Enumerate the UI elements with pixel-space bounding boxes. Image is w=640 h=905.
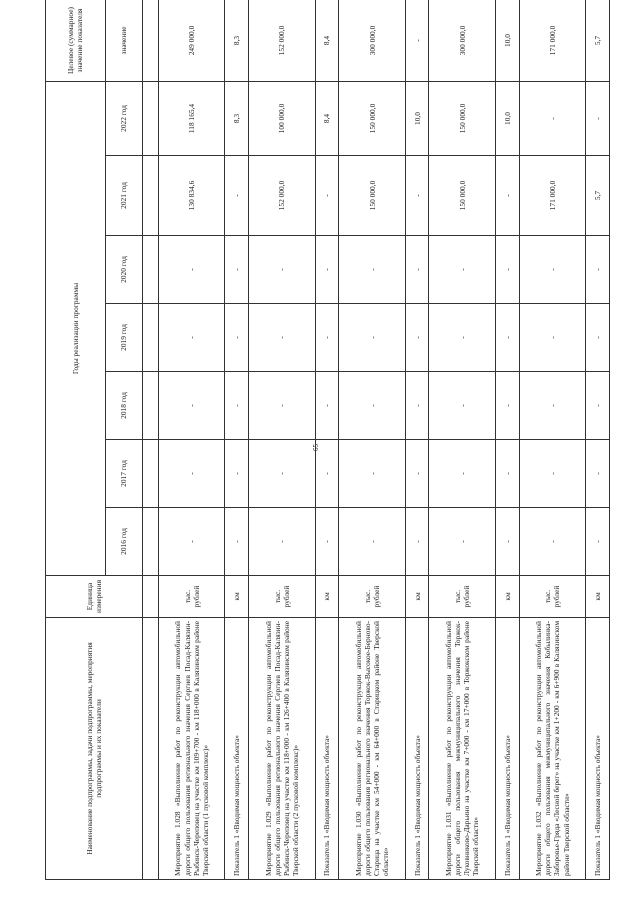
year-value: - [586, 440, 610, 508]
row-name: Показатель 1 «Вводимая мощность объекта» [496, 618, 520, 880]
year-value: - [339, 508, 406, 576]
row-name: Показатель 1 «Вводимая мощность объекта» [315, 618, 339, 880]
year-value: - [315, 372, 339, 440]
year-value: - [519, 304, 586, 372]
year-value: 150 000,0 [429, 82, 496, 156]
column-index [143, 82, 159, 156]
column-index [143, 156, 159, 236]
table-row [158, 0, 225, 880]
year-value: - [315, 304, 339, 372]
year-value: - [158, 236, 225, 304]
year-value: - [496, 440, 520, 508]
target-value: 8,3 [225, 0, 249, 82]
year-value: - [225, 372, 249, 440]
year-value: 150 000,0 [339, 156, 406, 236]
table-row [315, 0, 339, 880]
year-value: 100 000,0 [249, 82, 316, 156]
year-value: - [519, 508, 586, 576]
row-unit: тыс. рублей [519, 576, 586, 618]
year-value: - [586, 82, 610, 156]
year-value: - [158, 508, 225, 576]
target-value: 8,4 [315, 0, 339, 82]
column-index [143, 440, 159, 508]
table-row [405, 0, 429, 880]
year-value: - [225, 236, 249, 304]
year-value: - [315, 440, 339, 508]
year-value: - [496, 236, 520, 304]
target-value: 10,0 [496, 0, 520, 82]
year-value: 5,7 [586, 156, 610, 236]
row-name: Мероприятие 1.028 «Выполнение работ по реконструкции автомобильной дороги общего пользования регионального значения Сергиев Посад-Калязин-Рыбинск-Череповец на участке км 109+700 - км 118+000 в Калязинском районе Тверской области (1 пусковой комплекс)» [158, 618, 225, 880]
year-value: - [158, 440, 225, 508]
row-name: Мероприятие 1.031 «Выполнение работ по реконструкции автомобильной дороги общего пользования межмуниципального значения Торжок-Луковниково-Дарьино на участке км 7+000 - км 17+000 в Торжокском районе Тверской области» [429, 618, 496, 880]
column-index-row [143, 0, 159, 880]
row-name: Мероприятие 1.032 «Выполнение работ по реконструкции автомобильной дороги общего пользования межмуниципального значения Кобылинка-Заборовье-Гряда «Лесной берег» на участке км 1+200 - км 6+900 в Калязинском районе Тверской области» [519, 618, 586, 880]
year-value: 10,0 [405, 82, 429, 156]
year-value: - [519, 82, 586, 156]
row-unit: км [225, 576, 249, 618]
column-index [143, 0, 159, 82]
row-unit: км [496, 576, 520, 618]
row-unit: км [405, 576, 429, 618]
year-value: - [519, 440, 586, 508]
year-value: - [405, 304, 429, 372]
year-value: - [249, 508, 316, 576]
program-indicators-table [45, 0, 610, 880]
year-value: 10,0 [496, 82, 520, 156]
name-column-header: Наименование подпрограммы, задачи подпрограммы, мероприятия подпрограммы и их показатели [46, 618, 143, 880]
column-index [143, 372, 159, 440]
target-value: 300 000,0 [429, 0, 496, 82]
year-value: - [315, 236, 339, 304]
row-name: Мероприятие 1.029 «Выполнение работ по реконструкции автомобильной дороги общего пользования регионального значения Сергиев Посад-Калязин-Рыбинск-Череповец на участке км 118+000 - км 126+400 в Калязинском районе Тверской области (2 пусковой комплекс)» [249, 618, 316, 880]
year-value: - [429, 304, 496, 372]
year-value: - [339, 304, 406, 372]
year-value: 118 165,4 [158, 82, 225, 156]
year-value: 150 000,0 [429, 156, 496, 236]
target-value: 5,7 [586, 0, 610, 82]
target-group-header: Целевое (суммарное) значение показателя [46, 0, 106, 82]
year-value: - [339, 236, 406, 304]
rotated-table-wrapper [45, 7, 610, 880]
target-value: - [405, 0, 429, 82]
year-header: 2021 год [105, 156, 142, 236]
year-value: - [586, 304, 610, 372]
row-unit: тыс. рублей [249, 576, 316, 618]
year-value: - [405, 372, 429, 440]
year-value: - [405, 508, 429, 576]
year-value: - [158, 304, 225, 372]
year-value: - [158, 372, 225, 440]
target-value: 152 000,0 [249, 0, 316, 82]
year-value: - [339, 372, 406, 440]
row-name: Показатель 1 «Вводимая мощность объекта» [586, 618, 610, 880]
row-name: Мероприятие 1.030 «Выполнение работ по реконструкции автомобильной дороги общего пользования регионального значения Торжок-Высокое-Берново-Старица на участке км 54+000 - км 64+000 в Старицком районе Тверской области» [339, 618, 406, 880]
year-value: - [249, 372, 316, 440]
year-value: - [429, 440, 496, 508]
year-value: 171 000,0 [519, 156, 586, 236]
table-body [46, 0, 610, 880]
year-header: 2019 год [105, 304, 142, 372]
year-value: 152 000,0 [249, 156, 316, 236]
row-unit: км [315, 576, 339, 618]
year-value: - [225, 156, 249, 236]
row-unit: тыс. рублей [158, 576, 225, 618]
year-value: - [405, 156, 429, 236]
year-value: - [249, 304, 316, 372]
year-value: 8,3 [225, 82, 249, 156]
target-value: 249 000,0 [158, 0, 225, 82]
column-index [143, 236, 159, 304]
year-value: - [586, 372, 610, 440]
year-header: 2020 год [105, 236, 142, 304]
table-row [496, 0, 520, 880]
year-value: - [496, 304, 520, 372]
year-value: - [249, 236, 316, 304]
target-value-header: значение [105, 0, 142, 82]
year-header: 2018 год [105, 372, 142, 440]
year-value: - [315, 508, 339, 576]
page-number: 65 [312, 444, 320, 451]
unit-column-header: Единица измерения [46, 576, 143, 618]
table-row [339, 0, 406, 880]
year-value: 8,4 [315, 82, 339, 156]
year-value: - [429, 236, 496, 304]
year-header: 2016 год [105, 508, 142, 576]
table-row [249, 0, 316, 880]
year-value: - [586, 236, 610, 304]
row-unit: км [586, 576, 610, 618]
year-value: - [405, 236, 429, 304]
row-unit: тыс. рублей [429, 576, 496, 618]
year-value: - [225, 440, 249, 508]
year-header: 2022 год [105, 82, 142, 156]
table-row [586, 0, 610, 880]
year-value: - [429, 372, 496, 440]
year-value: - [496, 372, 520, 440]
header-row [46, 0, 106, 880]
target-value: 171 000,0 [519, 0, 586, 82]
year-value: - [315, 156, 339, 236]
year-value: 130 834,6 [158, 156, 225, 236]
row-name: Показатель 1 «Вводимая мощность объекта» [225, 618, 249, 880]
column-index [143, 304, 159, 372]
row-unit: тыс. рублей [339, 576, 406, 618]
column-index [143, 508, 159, 576]
column-index [143, 576, 159, 618]
year-value: - [496, 508, 520, 576]
year-value: 150 000,0 [339, 82, 406, 156]
year-value: - [339, 440, 406, 508]
year-value: - [519, 372, 586, 440]
year-value: - [429, 508, 496, 576]
year-value: - [225, 508, 249, 576]
year-value: - [519, 236, 586, 304]
year-value: - [496, 156, 520, 236]
year-value: - [405, 440, 429, 508]
table-row [519, 0, 586, 880]
year-header: 2017 год [105, 440, 142, 508]
year-value: - [586, 508, 610, 576]
years-group-header: Годы реализации программы [46, 82, 106, 576]
table-row [429, 0, 496, 880]
year-value: - [249, 440, 316, 508]
table-row [225, 0, 249, 880]
row-name: Показатель 1 «Вводимая мощность объекта» [405, 618, 429, 880]
year-value: - [225, 304, 249, 372]
target-value: 300 000,0 [339, 0, 406, 82]
column-index [143, 618, 159, 880]
